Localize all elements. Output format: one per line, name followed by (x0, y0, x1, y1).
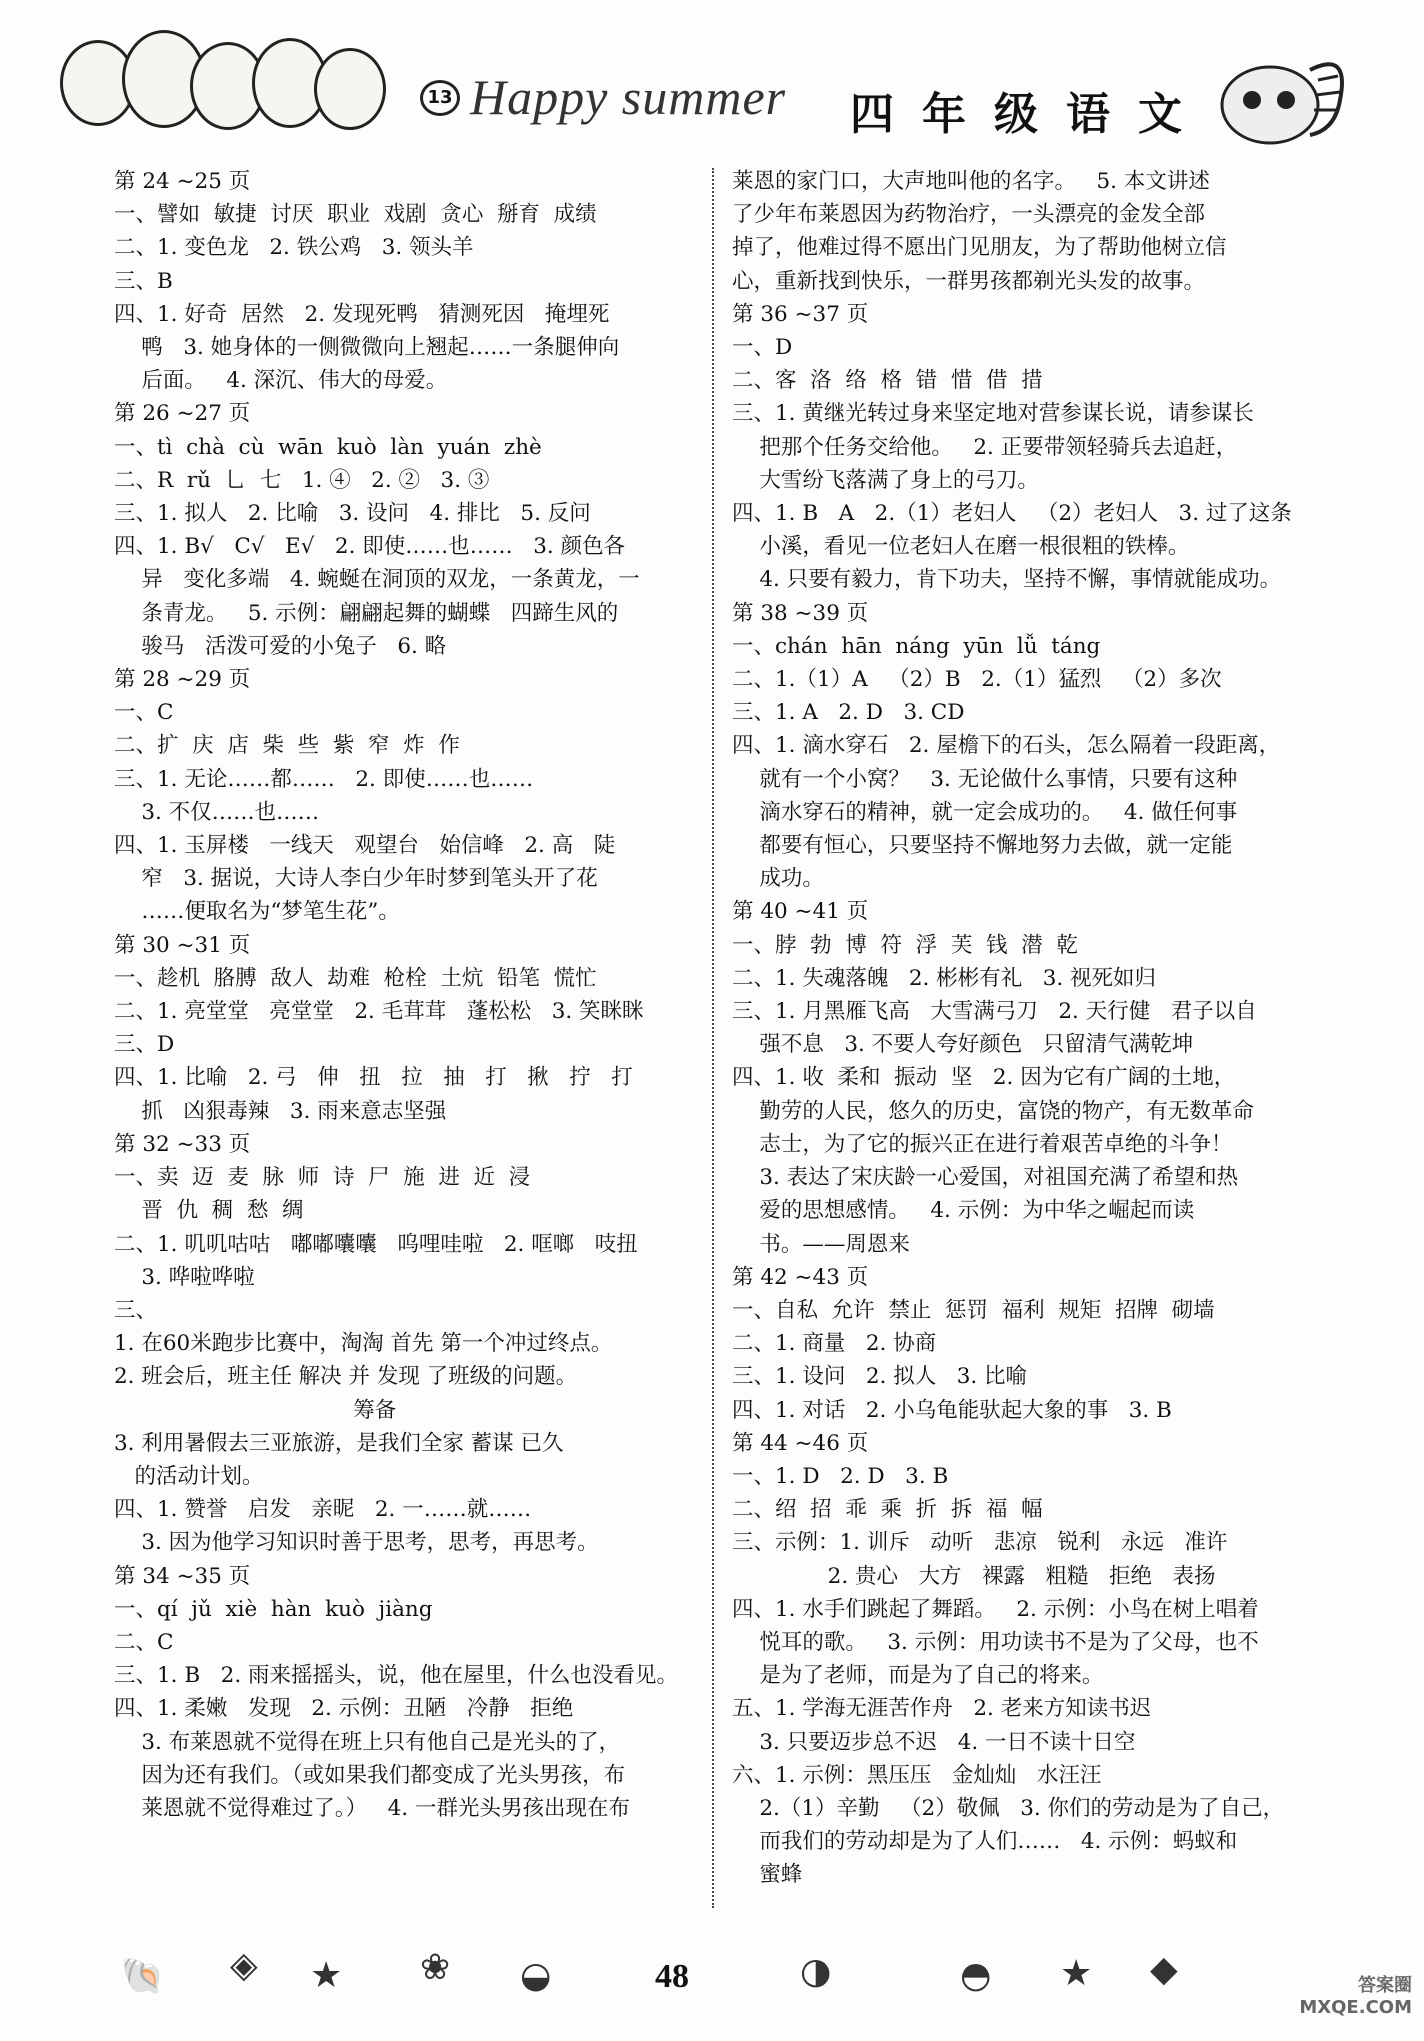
badge-icon: 13 (420, 80, 460, 116)
answer-line: 二、绍 招 乖 乘 折 拆 福 幅 (732, 1497, 1043, 1523)
answer-line: 三、示例：1. 训斥 动听 悲凉 锐利 永远 准许 (732, 1530, 1228, 1556)
answer-line: 莱恩就不觉得难过了。） 4. 一群光头男孩出现在布 (114, 1795, 630, 1821)
answer-line: 四、1. 赞誉 启发 亲昵 2. 一……就…… (114, 1497, 532, 1523)
page-footer (0, 1925, 1424, 2041)
answer-line: 心，重新找到快乐，一群男孩都剃光头发的故事。 (732, 268, 1206, 294)
answer-line: ……便取名为“梦笔生花”。 (114, 899, 400, 925)
tropical-fish-icon: ◑ (800, 1951, 832, 1992)
answer-line: 第 34 ~35 页 (114, 1563, 251, 1589)
answer-line: 一、脖 勃 博 符 浮 芙 钱 潜 乾 (732, 932, 1078, 958)
answer-line: 筹备 (114, 1397, 397, 1423)
answer-line: 勤劳的人民，悠久的历史，富饶的物产，有无数革命 (732, 1098, 1254, 1124)
answer-line: 3. 布莱恩就不觉得在班上只有他自己是光头的了， (114, 1729, 621, 1755)
answer-line: 条青龙。 5. 示例：翩翩起舞的蝴蝶 四蹄生风的 (114, 600, 619, 626)
answer-line: 三、1. 黄继光转过身来坚定地对营参谋长说，请参谋长 (732, 401, 1254, 427)
answer-line: 滴水穿石的精神，就一定会成功的。 4. 做任何事 (732, 799, 1238, 825)
answer-line: 4. 只要有毅力，肯下功夫，坚持不懈，事情就能成功。 (732, 567, 1282, 593)
answer-line: 异 变化多端 4. 蜿蜒在洞顶的双龙，一条黄龙，一 (114, 567, 640, 593)
answer-line: 三、 (114, 1297, 158, 1323)
answer-line: 了少年布莱恩因为药物治疗，一头漂亮的金发全部 (732, 202, 1206, 228)
answer-line: 三、1. 月黑雁飞高 大雪满弓刀 2. 天行健 君子以自 (732, 999, 1257, 1025)
answer-line: 一、chán hān náng yūn lǚ táng (732, 633, 1101, 659)
answer-line: 一、1. D 2. D 3. B (732, 1463, 949, 1489)
answer-line: 3. 利用暑假去三亚旅游，是我们全家 蓄谋 已久 (114, 1430, 564, 1456)
shell-icon: 🐚 (120, 1956, 165, 1997)
child-face-5 (314, 48, 386, 130)
answer-line: 第 42 ~43 页 (732, 1264, 869, 1290)
answer-line: 第 40 ~41 页 (732, 899, 869, 925)
answer-line: 三、B (114, 268, 173, 294)
answer-line: 三、D (114, 1032, 175, 1058)
answer-line: 三、1. B 2. 雨来摇摇头，说，他在屋里，什么也没看见。 (114, 1663, 678, 1689)
answer-line: 3. 因为他学习知识时善于思考，思考，再思考。 (114, 1530, 599, 1556)
answer-line: 第 38 ~39 页 (732, 600, 869, 626)
answer-line: 2. 贵心 大方 裸露 粗糙 拒绝 表扬 (732, 1563, 1216, 1589)
answer-line: 四、1. 滴水穿石 2. 屋檐下的石头，怎么隔着一段距离， (732, 733, 1281, 759)
answer-line: 3. 表达了宋庆龄一心爱国，对祖国充满了希望和热 (732, 1165, 1239, 1191)
answer-line: 书。——周恩来 (732, 1231, 910, 1257)
answer-line: 莱恩的家门口，大声地叫他的名字。 5. 本文讲述 (732, 169, 1210, 194)
answer-line: 一、tì chà cù wān kuò làn yuán zhè (114, 434, 542, 460)
answer-line: 三、1. 设问 2. 拟人 3. 比喻 (732, 1364, 1028, 1390)
answer-line: 1. 在60米跑步比赛中，淘淘 首先 第一个冲过终点。 (114, 1331, 613, 1357)
answer-line: 3. 不仅……也…… (114, 799, 320, 825)
answer-line: 2.（1）辛勤 （2）敬佩 3. 你们的劳动是为了自己， (732, 1795, 1285, 1821)
answer-line: 四、1. 水手们跳起了舞蹈。 2. 示例：小鸟在树上唱着 (732, 1596, 1259, 1622)
clam-icon: ◓ (960, 1955, 992, 1996)
answer-line: 四、1. 比喻 2. 弓 伸 扭 拉 抽 打 揪 拧 打 (114, 1065, 633, 1091)
answer-line: 成功。 (732, 866, 824, 892)
answer-line: 二、1.（1）A （2）B 2.（1）猛烈 （2）多次 (732, 667, 1222, 693)
left-column (114, 165, 704, 1825)
answer-line: 把那个任务交给他。 2. 正要带领轻骑兵去追赶， (732, 434, 1238, 460)
answer-line: 四、1. 对话 2. 小乌龟能驮起大象的事 3. B (732, 1397, 1172, 1423)
conch-icon: ◆ (1150, 1949, 1178, 1990)
answer-line: 2. 班会后，班主任 解决 并 发现 了班级的问题。 (114, 1364, 578, 1390)
answer-line: 二、R rǔ 乚 七 1. ④ 2. ② 3. ③ (114, 467, 490, 493)
answer-line: 晋 仇 稠 愁 绸 (114, 1198, 304, 1224)
answer-line: 骏马 活泼可爱的小兔子 6. 略 (114, 633, 447, 659)
title-english: Happy summer (470, 69, 787, 125)
starfish-icon-2: ★ (1060, 1953, 1093, 1994)
answer-line: 第 30 ~31 页 (114, 932, 251, 958)
answer-line: 掉了，他难过得不愿出门见朋友，为了帮助他树立信 (732, 235, 1227, 261)
answer-line: 第 44 ~46 页 (732, 1430, 869, 1456)
answer-line: 后面。 4. 深沉、伟大的母爱。 (114, 368, 448, 394)
answer-line: 的活动计划。 (114, 1463, 264, 1489)
answer-line: 小溪，看见一位老妇人在磨一根很粗的铁棒。 (732, 534, 1190, 560)
answer-line: 四、1. 收 柔和 振动 坚 2. 因为它有广阔的土地， (732, 1065, 1236, 1091)
answer-line: 一、譬如 敏捷 讨厌 职业 戏剧 贪心 掰育 成绩 (114, 202, 597, 228)
answer-line: 二、1. 变色龙 2. 铁公鸡 3. 领头羊 (114, 235, 474, 261)
answer-line: 四、1. B√ C√ E√ 2. 即使……也…… 3. 颜色各 (114, 534, 626, 560)
answer-line: 窄 3. 据说，大诗人李白少年时梦到笔头开了花 (114, 866, 598, 892)
answer-line: 三、1. 无论……都…… 2. 即使……也…… (114, 766, 534, 792)
page-number: 48 (655, 1958, 689, 1995)
answer-line: 3. 只要迈步总不迟 4. 一日不读十日空 (732, 1729, 1136, 1755)
fish-icon: ❀ (420, 1947, 451, 1988)
answer-line: 二、客 洛 络 格 错 惜 借 措 (732, 368, 1043, 394)
answer-line: 四、1. B A 2.（1）老妇人 （2）老妇人 3. 过了这条 (732, 501, 1292, 527)
answer-line: 三、1. 拟人 2. 比喻 3. 设问 4. 排比 5. 反问 (114, 501, 591, 527)
answer-line: 大雪纷飞落满了身上的弓刀。 (732, 467, 1039, 493)
answer-line: 第 36 ~37 页 (732, 301, 869, 327)
answer-line: 四、1. 柔嫩 发现 2. 示例：丑陋 冷静 拒绝 (114, 1696, 574, 1722)
answer-line: 一、qí jǔ xiè hàn kuò jiàng (114, 1596, 433, 1622)
answer-line: 五、1. 学海无涯苦作舟 2. 老来方知读书迟 (732, 1696, 1152, 1722)
answer-line: 二、1. 失魂落魄 2. 彬彬有礼 3. 视死如归 (732, 965, 1157, 991)
answer-line: 第 32 ~33 页 (114, 1131, 251, 1157)
answer-line: 强不息 3. 不要人夸好颜色 只留清气满乾坤 (732, 1032, 1194, 1058)
answer-line: 都要有恒心，只要坚持不懈地努力去做，就一定能 (732, 833, 1233, 859)
answer-line: 一、卖 迈 麦 脉 师 诗 尸 施 进 近 浸 (114, 1165, 531, 1191)
answer-line: 蜜蜂 (732, 1862, 803, 1888)
watermark-text-2: MXQE.COM (1299, 1997, 1412, 2018)
answer-line: 六、1. 示例：黑压压 金灿灿 水汪汪 (732, 1762, 1102, 1788)
answer-line: 一、C (114, 700, 174, 726)
answer-line: 二、1. 商量 2. 协商 (732, 1331, 937, 1357)
answer-line: 悦耳的歌。 3. 示例：用功读书不是为了父母，也不 (732, 1629, 1259, 1655)
answer-line: 二、扩 庆 店 柴 些 紫 窄 炸 作 (114, 733, 460, 759)
raccoon-icon (1210, 40, 1360, 150)
seashell-icon: ◈ (230, 1945, 258, 1986)
answer-line: 3. 哗啦哗啦 (114, 1264, 255, 1290)
answer-line: 是为了老师，而是为了自己的将来。 (732, 1663, 1104, 1689)
answer-line: 三、1. A 2. D 3. CD (732, 700, 965, 726)
page-header (0, 0, 1424, 160)
starfish-icon: ★ (310, 1955, 343, 1996)
answer-line: 鸭 3. 她身体的一侧微微向上翘起……一条腿伸向 (114, 335, 620, 361)
column-divider (712, 168, 714, 1908)
answer-line: 二、1. 叽叽咕咕 嘟嘟囔囔 呜哩哇啦 2. 哐啷 吱扭 (114, 1231, 638, 1257)
answer-line: 一、自私 允许 禁止 惩罚 福利 规矩 招牌 砌墙 (732, 1297, 1215, 1323)
dolphin-icon: ◒ (520, 1955, 552, 1996)
answer-line: 四、1. 好奇 居然 2. 发现死鸭 猜测死因 掩埋死 (114, 301, 610, 327)
children-illustration (60, 30, 420, 140)
answer-line: 因为还有我们。（或如果我们都变成了光头男孩，布 (114, 1762, 626, 1788)
answer-line: 四、1. 玉屏楼 一线天 观望台 始信峰 2. 高 陡 (114, 833, 616, 859)
answer-line: 抓 凶狠毒辣 3. 雨来意志坚强 (114, 1098, 447, 1124)
watermark-text-1: 答案圈 (1358, 1975, 1412, 1996)
answer-line: 一、趁机 胳膊 敌人 劫难 枪栓 土炕 铅笔 慌忙 (114, 965, 597, 991)
answer-line: 第 24 ~25 页 (114, 169, 251, 194)
answer-line: 就有一个小窝？ 3. 无论做什么事情，只要有这种 (732, 766, 1238, 792)
answer-line: 第 26 ~27 页 (114, 401, 251, 427)
answer-line: 一、D (732, 335, 793, 361)
answer-line: 而我们的劳动却是为了人们…… 4. 示例：蚂蚁和 (732, 1829, 1238, 1855)
answer-line: 志士，为了它的振兴正在进行着艰苦卓绝的斗争！ (732, 1131, 1233, 1157)
answer-line: 第 28 ~29 页 (114, 667, 251, 693)
answer-line: 爱的思想感情。 4. 示例：为中华之崛起而读 (732, 1198, 1195, 1224)
right-column (732, 165, 1332, 1892)
answer-line: 二、C (114, 1629, 174, 1655)
watermark-logo (1232, 1975, 1412, 2035)
title-chinese: 四年级语文 (850, 89, 1210, 140)
answer-line: 二、1. 亮堂堂 亮堂堂 2. 毛茸茸 蓬松松 3. 笑眯眯 (114, 999, 644, 1025)
